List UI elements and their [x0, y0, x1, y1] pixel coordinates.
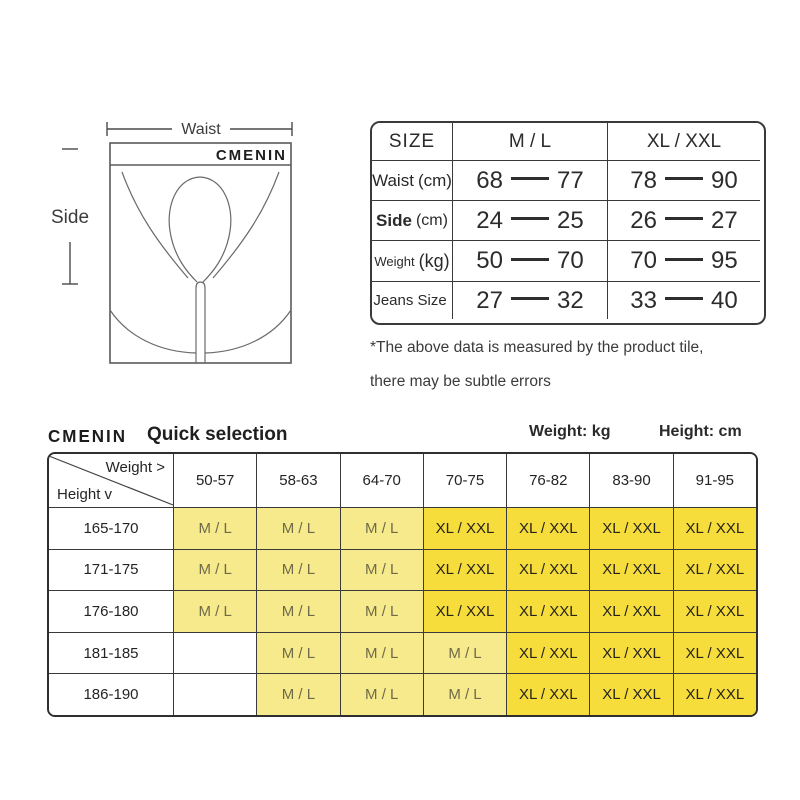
range-dash [665, 177, 703, 180]
size-cell: XL / XXL [673, 507, 756, 549]
size-cell: M / L [173, 590, 256, 632]
size-cell: XL / XXL [589, 549, 672, 591]
size-cell: M / L [340, 507, 423, 549]
height-row-header: 181-185 [49, 632, 173, 674]
size-table-header-size: SIZE [372, 123, 452, 160]
weight-col-header: 64-70 [340, 454, 423, 507]
size-cell: M / L [423, 673, 506, 715]
waist-dim-label: Waist [181, 121, 221, 138]
size-cell: M / L [340, 549, 423, 591]
height-row-header: 176-180 [49, 590, 173, 632]
corner-height-label: Height v [57, 486, 113, 503]
quick-selection-table [47, 452, 758, 717]
garment-diagram [40, 115, 300, 375]
size-value-weight-xl: 70 95 [607, 240, 760, 281]
weight-col-header: 76-82 [506, 454, 589, 507]
size-cell: XL / XXL [506, 507, 589, 549]
weight-col-header: 83-90 [589, 454, 672, 507]
note-line-1: *The above data is measured by the product tile, [370, 339, 704, 356]
size-value-jeans-ml: 27 32 [452, 281, 607, 319]
weight-col-header: 58-63 [256, 454, 339, 507]
size-value-weight-ml: 50 70 [452, 240, 607, 281]
range-dash [511, 258, 549, 261]
size-cell: M / L [340, 590, 423, 632]
size-cell: XL / XXL [673, 549, 756, 591]
range-dash [665, 297, 703, 300]
size-row-label-weight: Weight (kg) [372, 240, 452, 281]
range-dash [665, 258, 703, 261]
range-dash [665, 217, 703, 220]
size-cell: M / L [423, 632, 506, 674]
corner-weight-label: Weight > [105, 459, 165, 476]
size-value-side-ml: 24 25 [452, 200, 607, 240]
size-value-waist-ml: 68 77 [452, 160, 607, 200]
boxer-outline [110, 143, 291, 363]
size-value-side-xl: 26 27 [607, 200, 760, 240]
size-cell: XL / XXL [589, 507, 672, 549]
height-row-header: 186-190 [49, 673, 173, 715]
height-row-header: 171-175 [49, 549, 173, 591]
side-dim-label: Side [50, 207, 90, 228]
weight-col-header: 50-57 [173, 454, 256, 507]
size-cell: XL / XXL [673, 673, 756, 715]
height-row-header: 165-170 [49, 507, 173, 549]
size-table-header-xl: XL / XXL [607, 123, 760, 160]
size-cell: M / L [173, 507, 256, 549]
note-line-2: there may be subtle errors [370, 373, 551, 390]
corner-header-cell [49, 454, 173, 507]
measurement-note [370, 331, 780, 399]
size-cell: XL / XXL [673, 590, 756, 632]
size-cell: XL / XXL [423, 549, 506, 591]
size-cell: M / L [256, 673, 339, 715]
size-cell: M / L [256, 549, 339, 591]
size-cell: XL / XXL [589, 590, 672, 632]
size-cell: XL / XXL [506, 549, 589, 591]
size-cell: XL / XXL [506, 590, 589, 632]
size-cell: M / L [340, 632, 423, 674]
size-cell: M / L [173, 549, 256, 591]
weight-col-header: 70-75 [423, 454, 506, 507]
size-row-label-side: Side (cm) [372, 200, 452, 240]
size-cell: XL / XXL [589, 673, 672, 715]
size-cell: M / L [256, 590, 339, 632]
size-row-label-waist: Waist (cm) [372, 160, 452, 200]
size-cell: XL / XXL [589, 632, 672, 674]
range-dash [511, 217, 549, 220]
height-unit-label: Height: cm [659, 423, 742, 440]
waistband-brand-logo: CMENIN [215, 147, 287, 164]
boxer-seams [110, 172, 291, 363]
weight-col-header: 91-95 [673, 454, 756, 507]
size-value-jeans-xl: 33 40 [607, 281, 760, 319]
size-cell: XL / XXL [423, 590, 506, 632]
size-table-header-ml: M / L [452, 123, 607, 160]
size-cell [173, 673, 256, 715]
size-cell: XL / XXL [506, 673, 589, 715]
range-dash [511, 297, 549, 300]
range-dash [511, 177, 549, 180]
size-cell: M / L [256, 632, 339, 674]
brand-logo: CMENIN [48, 426, 128, 447]
size-table [370, 121, 766, 325]
size-cell [173, 632, 256, 674]
weight-unit-label: Weight: kg [529, 423, 611, 440]
size-value-waist-xl: 78 90 [607, 160, 760, 200]
size-cell: XL / XXL [506, 632, 589, 674]
quick-selection-title: Quick selection [147, 424, 288, 445]
size-cell: XL / XXL [673, 632, 756, 674]
size-cell: M / L [256, 507, 339, 549]
size-cell: M / L [340, 673, 423, 715]
size-row-label-jeans: Jeans Size [372, 281, 452, 319]
size-cell: XL / XXL [423, 507, 506, 549]
